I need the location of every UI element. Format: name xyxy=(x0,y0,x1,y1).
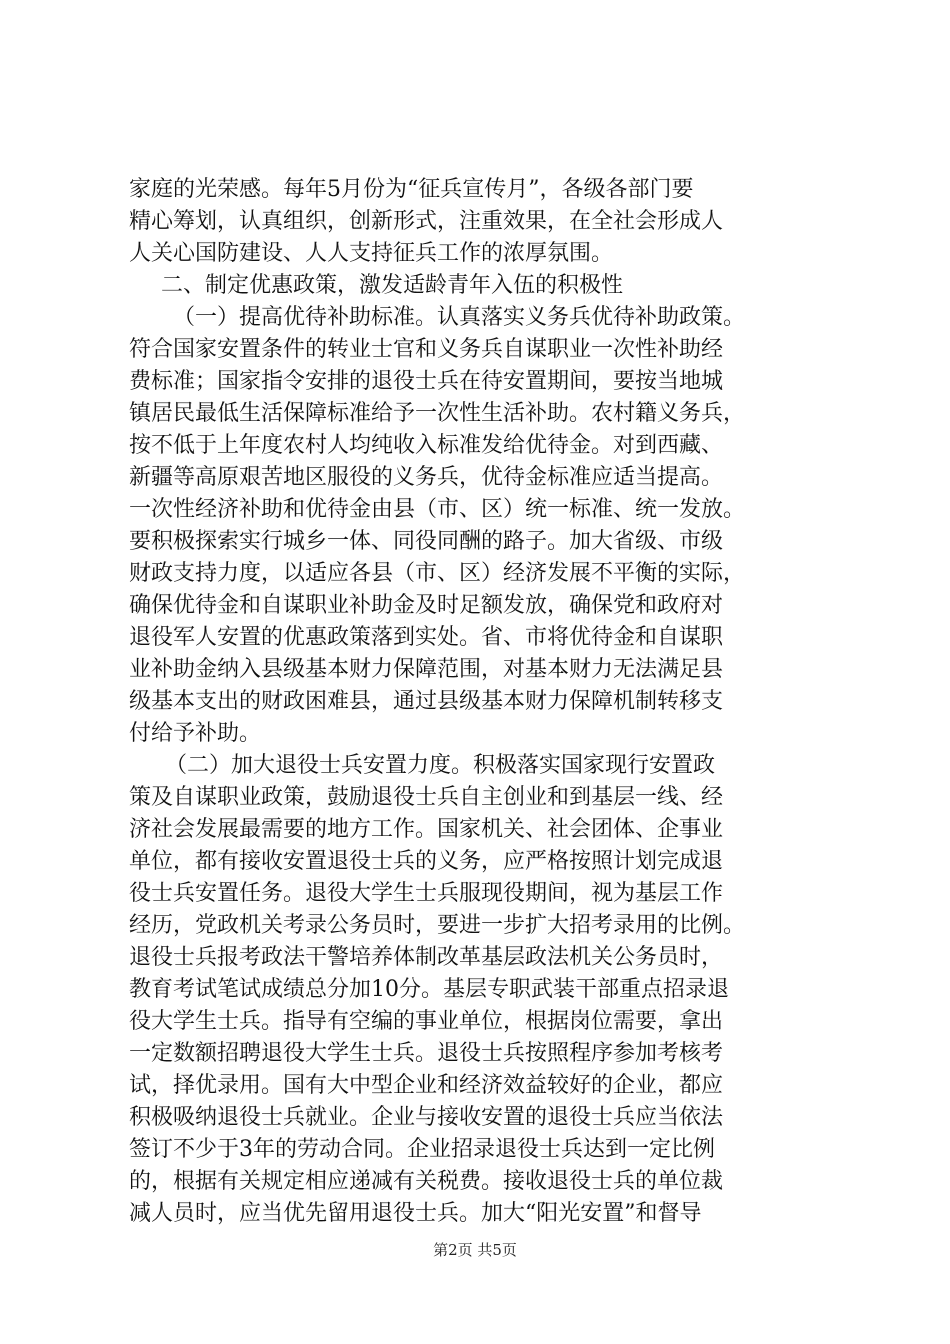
document-body xyxy=(129,174,839,1230)
text-line: 济社会发展最需要的地方工作。国家机关、社会团体、企事业 xyxy=(129,817,724,842)
text-line: 单位，都有接收安置退役士兵的义务，应严格按照计划完成退 xyxy=(129,849,724,874)
text-line: 经历，党政机关考录公务员时，要进一步扩大招考录用的比例。 xyxy=(129,913,746,938)
text-line: 人关心国防建设、人人支持征兵工作的浓厚氛围。 xyxy=(129,241,614,266)
text-line: 一定数额招聘退役大学生士兵。退役士兵按照程序参加考核考 xyxy=(129,1041,724,1066)
text-line: 一次性经济补助和优待金由县（市、区）统一标准、统一发放。 xyxy=(129,497,746,522)
text-line: 的，根据有关规定相应递减有关税费。接收退役士兵的单位裁 xyxy=(129,1169,724,1194)
text-line: 按不低于上年度农村人均纯收入标准发给优待金。对到西藏、 xyxy=(129,433,724,458)
text-line: 家庭的光荣感。每年5月份为“征兵宣传月”，各级各部门要 xyxy=(129,177,694,202)
text-line: 新疆等高原艰苦地区服役的义务兵，优待金标准应适当提高。 xyxy=(129,465,724,490)
section-heading: 二、制定优惠政策，激发适龄青年入伍的积极性 xyxy=(161,273,624,298)
text-line: 精心筹划，认真组织，创新形式，注重效果，在全社会形成人 xyxy=(129,209,724,234)
text-line: 退役军人安置的优惠政策落到实处。省、市将优待金和自谋职 xyxy=(129,625,724,650)
text-line: 积极吸纳退役士兵就业。企业与接收安置的退役士兵应当依法 xyxy=(129,1105,724,1130)
text-line: 符合国家安置条件的转业士官和义务兵自谋职业一次性补助经 xyxy=(129,337,724,362)
text-line: 减人员时，应当优先留用退役士兵。加大“阳光安置”和督导 xyxy=(129,1201,702,1226)
text-line: 试，择优录用。国有大中型企业和经济效益较好的企业，都应 xyxy=(129,1073,724,1098)
text-line: 费标准；国家指令安排的退役士兵在待安置期间，要按当地城 xyxy=(129,369,724,394)
text-line: 役大学生士兵。指导有空编的事业单位，根据岗位需要，拿出 xyxy=(129,1009,724,1034)
page-number-footer: 第2页 共5页 xyxy=(433,1241,517,1259)
text-line: 确保优待金和自谋职业补助金及时足额发放，确保党和政府对 xyxy=(129,593,724,618)
text-line: 业补助金纳入县级基本财力保障范围，对基本财力无法满足县 xyxy=(129,657,724,682)
subsection-heading-line: （二）加大退役士兵安置力度。积极落实国家现行安置政 xyxy=(165,753,716,778)
text-line: 镇居民最低生活保障标准给予一次性生活补助。农村籍义务兵， xyxy=(129,401,746,426)
text-line: 退役士兵报考政法干警培养体制改革基层政法机关公务员时， xyxy=(129,945,724,970)
text-line: 签订不少于3年的劳动合同。企业招录退役士兵达到一定比例 xyxy=(129,1137,715,1162)
text-line: 付给予补助。 xyxy=(129,721,262,746)
text-line: 役士兵安置任务。退役大学生士兵服现役期间，视为基层工作 xyxy=(129,881,724,906)
subsection-heading-line: （一）提高优待补助标准。认真落实义务兵优待补助政策。 xyxy=(173,305,746,330)
text-line: 策及自谋职业政策，鼓励退役士兵自主创业和到基层一线、经 xyxy=(129,785,724,810)
text-line: 要积极探索实行城乡一体、同役同酬的路子。加大省级、市级 xyxy=(129,529,724,554)
text-line: 财政支持力度，以适应各县（市、区）经济发展不平衡的实际， xyxy=(129,561,746,586)
text-line: 教育考试笔试成绩总分加10分。基层专职武装干部重点招录退 xyxy=(129,977,729,1002)
text-line: 级基本支出的财政困难县，通过县级基本财力保障机制转移支 xyxy=(129,689,724,714)
